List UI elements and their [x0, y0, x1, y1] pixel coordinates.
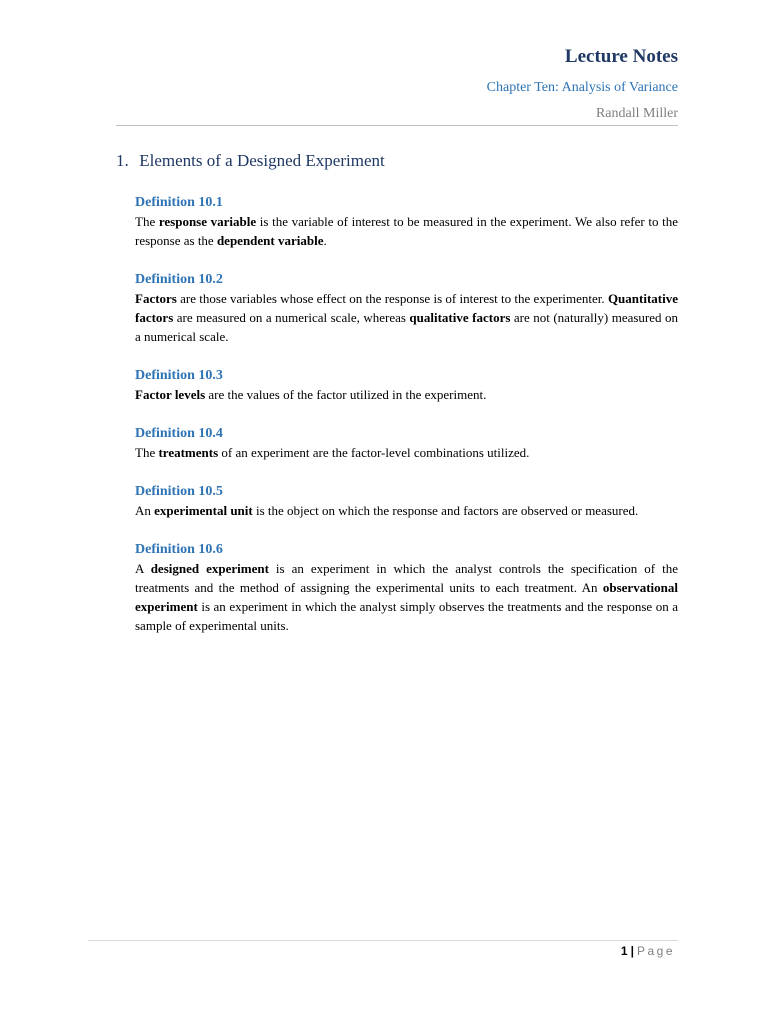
- definition-text-run: is an experiment in which the analyst controls the specification of the treatments and the method of assigning the experimental units to each treatment. An: [135, 561, 678, 595]
- definition-block: [135, 270, 678, 346]
- header-author: Randall Miller: [595, 106, 678, 121]
- definition-text: [135, 289, 678, 346]
- definition-text: [135, 443, 678, 462]
- definitions-list: [135, 193, 678, 635]
- section-number: 1.: [116, 151, 129, 170]
- definition-text-run: are the values of the factor utilized in the experiment.: [205, 387, 487, 402]
- definition-block: [135, 366, 678, 404]
- definition-term: dependent variable: [216, 233, 324, 248]
- definition-text: [135, 559, 678, 635]
- definition-text-run: The: [135, 214, 159, 229]
- definition-text-run: The: [135, 445, 159, 460]
- definition-text-run: is the variable of interest to be measured in the experiment. We also refer to the response as the: [135, 214, 678, 248]
- definition-term: experimental unit: [154, 503, 253, 518]
- definition-text: [135, 212, 678, 250]
- definition-text-run: are those variables whose effect on the response is of interest to the experimenter.: [176, 291, 608, 306]
- page-footer: [621, 943, 675, 959]
- definition-block: [135, 193, 678, 250]
- definition-title: Definition 10.5: [135, 484, 223, 499]
- definition-text: [135, 501, 678, 520]
- definition-text-run: .: [323, 233, 327, 248]
- definition-block: [135, 424, 678, 462]
- definition-text-run: A: [135, 561, 151, 576]
- header-chapter: Chapter Ten: Analysis of Variance: [486, 80, 678, 95]
- definition-term: Quantitative factors: [135, 291, 678, 325]
- section-heading: [116, 149, 385, 173]
- definition-block: [135, 482, 678, 520]
- definition-term: qualitative factors: [409, 310, 511, 325]
- definition-title: Definition 10.2: [135, 272, 223, 287]
- header-divider: [116, 125, 678, 126]
- page-number: 1: [620, 944, 628, 958]
- definition-term: Factor levels: [135, 387, 206, 402]
- definition-title: Definition 10.3: [135, 368, 223, 383]
- definition-text-run: of an experiment are the factor-level combinations utilized.: [218, 445, 530, 460]
- definition-term: Factors: [135, 291, 177, 306]
- page-header: [487, 44, 678, 124]
- section-title: Elements of a Designed Experiment: [139, 151, 385, 170]
- footer-divider: [88, 940, 678, 941]
- definition-text-run: are not (naturally) measured on a numerical scale.: [135, 310, 679, 344]
- definition-text-run: is the object on which the response and factors are observed or measured.: [252, 503, 639, 518]
- header-title: Lecture Notes: [564, 46, 678, 67]
- definition-term: treatments: [158, 445, 219, 460]
- definition-term: response variable: [158, 214, 257, 229]
- definition-title: Definition 10.1: [135, 195, 223, 210]
- page-label: Page: [636, 944, 675, 958]
- definition-text-run: An: [135, 503, 155, 518]
- footer-separator: |: [630, 944, 634, 958]
- definition-title: Definition 10.6: [135, 542, 223, 557]
- definition-text-run: are measured on a numerical scale, whereas: [173, 310, 410, 325]
- definition-block: [135, 540, 678, 635]
- definition-term: designed experiment: [150, 561, 269, 576]
- definition-text-run: is an experiment in which the analyst simply observes the treatments and the response on a sample of experimental units.: [135, 599, 678, 633]
- definition-term: observational experiment: [135, 580, 678, 614]
- definition-title: Definition 10.4: [135, 426, 223, 441]
- definition-text: [135, 385, 678, 404]
